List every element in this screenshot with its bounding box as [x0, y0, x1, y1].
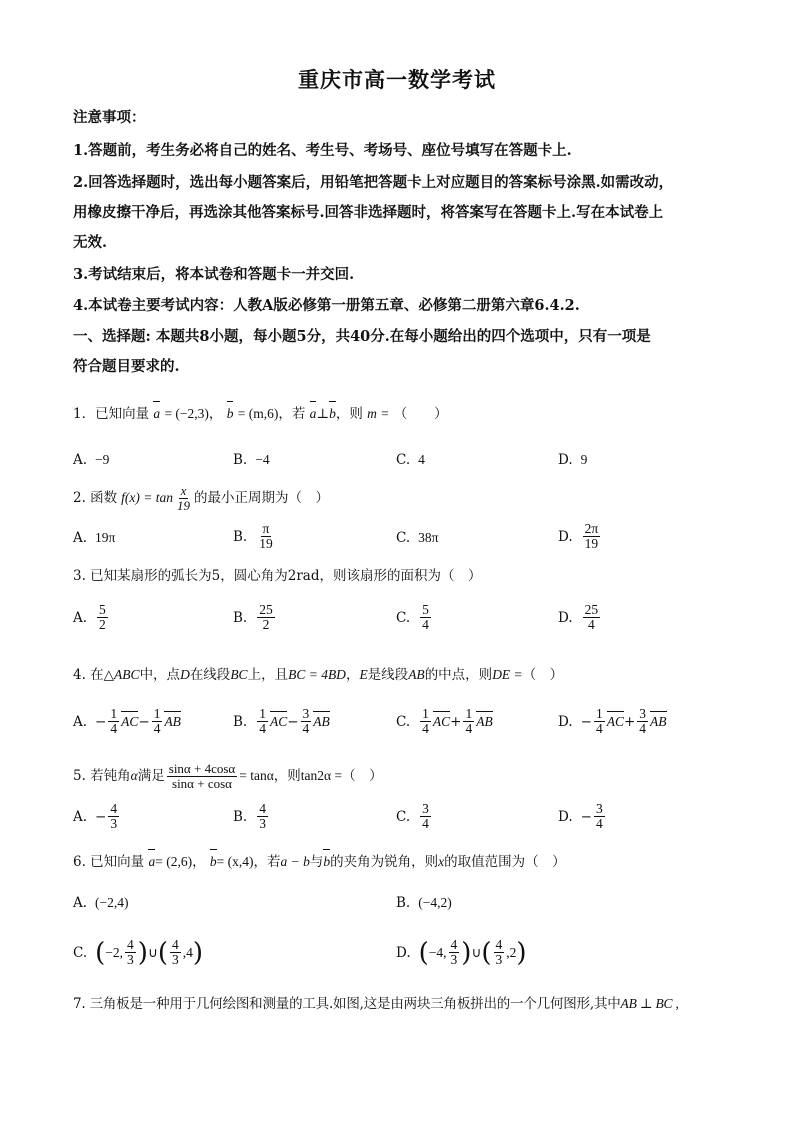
vector-ac: AC — [269, 713, 288, 729]
q3-option-d[interactable] — [558, 603, 602, 632]
frac-den: 4 — [110, 721, 118, 737]
notice-heading: 注意事项： — [73, 109, 146, 126]
q3-option-b[interactable] — [233, 603, 277, 632]
frac-den: 2 — [99, 617, 106, 633]
q2-tail: 的最小正周期为（ ） — [194, 490, 330, 507]
notice-item-2: 2.回答选择题时，选出每小题答案后，用铅笔把答题卡上对应题目的答案标号涂黑.如需改动， — [73, 174, 674, 191]
q1-option-d[interactable] — [558, 452, 587, 468]
option-label: D. — [558, 609, 573, 626]
q2-fraction — [175, 484, 192, 512]
coef-1 — [108, 707, 119, 736]
q1-option-c[interactable] — [396, 452, 425, 468]
option-text: 9 — [580, 452, 588, 467]
q6-x: x — [438, 854, 445, 869]
question-1-stem: 1．已知向量 a = (−2,3)， b = (m,6)，若 a⊥b，则 m = （ ） — [73, 406, 448, 422]
option-label: C. — [396, 808, 411, 825]
vector-a: a — [153, 404, 160, 424]
coef-2 — [637, 707, 648, 736]
q2-option-c[interactable] — [396, 530, 438, 546]
q4-option-c[interactable] — [396, 707, 493, 736]
union-symbol: ∪ — [147, 944, 158, 960]
q4-text-6: 是线段 — [367, 667, 409, 683]
question-6-stem: 6. 已知向量 a= (2,6)， b= (x,4)，若a − b与b的夹角为锐角，则x的取值范围为（ ） — [73, 854, 566, 870]
frac-num: 3 — [639, 706, 647, 721]
option-label: B. — [233, 808, 248, 825]
option-fraction — [108, 802, 119, 831]
sign: − — [95, 713, 107, 730]
frac-num: 4 — [450, 937, 458, 952]
section-heading-cont: 符合题目要求的. — [73, 358, 180, 375]
q4-text-7: 的中点，则 — [424, 667, 493, 683]
q4-vector-eq: BC = 4BD — [288, 667, 346, 682]
option-fraction — [420, 802, 431, 831]
option-label: D. — [558, 528, 573, 545]
interval-fraction — [170, 938, 181, 967]
q1-option-a[interactable] — [73, 452, 109, 468]
answer-blank: （ ） — [342, 768, 383, 785]
frac-den: 3 — [495, 952, 503, 968]
coef-2 — [152, 707, 163, 736]
frac-num: 25 — [584, 602, 599, 617]
option-label: B. — [233, 452, 248, 468]
frac-num: 4 — [127, 937, 134, 952]
coef-1 — [594, 707, 605, 736]
interval-left: −4, — [428, 944, 447, 960]
q5-eq: = tanα — [239, 768, 274, 784]
frac-den: 3 — [172, 952, 179, 968]
q5-fraction — [167, 762, 237, 790]
frac-num: 1 — [422, 706, 429, 721]
option-label: D. — [396, 944, 411, 961]
section-heading: 一、选择题: 本题共8小题，每小题5分，共40分.在每小题给出的四个选项中，只有一项是 — [73, 328, 651, 345]
option-label: A. — [73, 895, 88, 911]
vector-ac: AC — [606, 713, 624, 729]
interval-right: ,2 — [506, 944, 517, 960]
q1-m: m = — [367, 406, 390, 421]
q2-option-d[interactable] — [558, 522, 602, 551]
q6-option-b[interactable] — [396, 895, 452, 911]
option-fraction — [420, 603, 431, 632]
q1-mid: ，若 — [278, 406, 306, 422]
q5-option-b[interactable] — [233, 802, 270, 831]
sign: − — [580, 808, 592, 825]
frac-num: π — [262, 521, 270, 536]
frac-num: 25 — [259, 602, 273, 617]
frac-den: 4 — [639, 721, 647, 737]
option-fraction — [583, 522, 601, 551]
option-fraction — [257, 522, 275, 551]
q2-option-a[interactable] — [73, 530, 115, 546]
q6-option-d[interactable] — [396, 938, 527, 967]
q6-option-c[interactable] — [73, 938, 203, 967]
frac-num: 4 — [495, 937, 503, 952]
option-label: A. — [73, 808, 88, 825]
option-label: C. — [396, 609, 411, 626]
option-label: B. — [233, 713, 248, 730]
q5-option-c[interactable] — [396, 802, 433, 831]
sign: + — [450, 713, 462, 730]
frac-num: 1 — [465, 706, 473, 721]
sign: − — [95, 808, 107, 825]
option-fraction — [97, 603, 108, 632]
notice-item-3: 3.考试结束后，将本试卷和答题卡一并交回. — [73, 266, 355, 283]
frac-den: 4 — [422, 816, 429, 832]
paren-close: ) — [461, 937, 472, 968]
q5-option-d[interactable] — [558, 802, 607, 831]
option-label: A. — [73, 452, 88, 468]
answer-blank: （ ） — [393, 406, 448, 422]
question-4-stem — [73, 665, 733, 685]
q6-a-value: = (2,6) — [155, 854, 193, 869]
frac-num: 1 — [259, 706, 266, 721]
q4-point-d: D — [180, 667, 190, 682]
interval-left: −2, — [105, 944, 124, 960]
q5-text: 5. 若钝角 — [73, 768, 131, 785]
interval-fraction — [494, 938, 505, 967]
question-2-stem — [73, 484, 733, 512]
q5-text-2: 满足 — [137, 768, 165, 785]
coef-1 — [420, 707, 431, 736]
option-label: D. — [558, 452, 573, 468]
option-fraction — [583, 603, 601, 632]
paren-close: ) — [137, 937, 148, 968]
frac-num: 3 — [595, 801, 603, 816]
frac-den: 4 — [588, 617, 595, 633]
frac-den: 3 — [450, 952, 458, 968]
option-label: B. — [396, 895, 411, 911]
frac-den: 4 — [465, 721, 473, 737]
q5-alpha: α — [130, 768, 138, 784]
option-label: A. — [73, 609, 88, 626]
frac-den: 3 — [127, 952, 134, 968]
notice-item-2-cont: 用橡皮擦干净后，再选涂其他答案标号.回答非选择题时，将答案写在答题卡上.写在本试卷上 — [73, 204, 664, 221]
q2-text: 2. 函数 — [73, 490, 118, 507]
frac-den: 19 — [584, 536, 599, 552]
option-text: 38π — [418, 530, 439, 545]
frac-num: 3 — [302, 706, 310, 721]
frac-den: 4 — [595, 816, 603, 832]
interval-right: ,4 — [182, 944, 193, 960]
frac-num: 4 — [172, 937, 179, 952]
question-3-stem: 3. 已知某扇形的弧长为5，圆心角为2rad，则该扇形的面积为（ ） — [73, 568, 482, 584]
option-text: (−4,2) — [418, 895, 452, 910]
q4-text-3: 在线段 — [189, 667, 231, 683]
q6-option-a[interactable] — [73, 895, 129, 911]
option-label: B. — [233, 528, 248, 545]
frac-den: 19 — [177, 497, 191, 513]
vector-b: b — [210, 852, 217, 872]
frac-num: 1 — [153, 706, 161, 721]
union-symbol: ∪ — [471, 944, 482, 960]
q4-text-2: 中，点 — [139, 667, 181, 683]
q7-condition: AB ⊥ BC , — [620, 996, 679, 1011]
q4-text-4: 上，且 — [247, 667, 289, 683]
option-label: B. — [233, 609, 248, 626]
option-label: C. — [396, 452, 411, 468]
q4-vector-de: DE = — [492, 667, 523, 682]
coef-1 — [257, 707, 268, 736]
frac-den: 4 — [259, 721, 266, 737]
frac-num: sinα + 4cosα — [168, 761, 236, 776]
option-label: C. — [396, 530, 411, 546]
frac-den: 4 — [422, 617, 429, 633]
coef-2 — [301, 707, 312, 736]
sign: − — [138, 713, 150, 730]
q5-text-3: ，则 — [273, 768, 301, 785]
q4-point-e: E — [359, 667, 368, 682]
vector-a: a — [148, 852, 155, 872]
vector-ac: AC — [121, 713, 139, 729]
frac-den: 3 — [110, 816, 118, 832]
frac-num: 4 — [110, 801, 118, 816]
sign: − — [287, 713, 299, 730]
q5-tan2a: tan2α = — [300, 768, 343, 784]
q4-option-a[interactable] — [73, 707, 181, 736]
option-text: −9 — [95, 452, 110, 467]
q2-function: f(x) = tan — [121, 490, 174, 506]
q1-a-value: = (−2,3) — [164, 406, 209, 421]
q6-a-minus-b: a − b — [280, 854, 310, 869]
frac-num: 5 — [422, 602, 429, 617]
paren-open: ( — [418, 937, 429, 968]
option-label: A. — [73, 713, 88, 730]
option-label: D. — [558, 713, 573, 730]
q4-option-b[interactable] — [233, 707, 330, 736]
paren-open: ( — [481, 937, 492, 968]
notice-item-4: 4.本试卷主要考试内容：人教A版必修第一册第五章、必修第二册第六章6.4.2. — [73, 297, 580, 314]
option-fraction — [257, 802, 268, 831]
frac-num: x — [180, 483, 187, 498]
paren-open: ( — [95, 937, 106, 968]
frac-den: 3 — [259, 816, 266, 832]
q1-text: 1．已知向量 — [73, 406, 150, 422]
frac-num: 4 — [259, 801, 266, 816]
answer-blank: （ ） — [522, 667, 564, 683]
frac-den: sinα + cosα — [172, 775, 232, 791]
sign: − — [580, 713, 592, 730]
vector-ab: AB — [476, 713, 493, 729]
q6-text-3: 与 — [309, 854, 324, 870]
frac-num: 3 — [422, 801, 429, 816]
vector-a-2: a — [310, 404, 317, 424]
frac-den: 4 — [595, 721, 603, 737]
vector-ab: AB — [164, 713, 181, 729]
q4-text: 4. 在 — [73, 667, 104, 683]
q4-triangle: △ABC — [103, 667, 140, 682]
q5-option-a[interactable] — [73, 802, 121, 831]
q6-text-2: ，若 — [253, 854, 281, 870]
option-text: 19π — [95, 530, 116, 545]
option-label: C. — [73, 944, 88, 961]
frac-num: 5 — [99, 602, 106, 617]
paren-close: ) — [192, 937, 204, 968]
paren-close: ) — [516, 937, 527, 968]
frac-num: 1 — [110, 706, 118, 721]
interval-fraction — [125, 938, 136, 967]
vector-ab: AB — [650, 713, 667, 729]
coef-2 — [463, 707, 474, 736]
option-fraction — [257, 603, 275, 632]
q1-option-b[interactable] — [233, 452, 270, 468]
vector-b-2: b — [329, 404, 336, 424]
frac-num: 2π — [584, 521, 599, 536]
option-text: 4 — [418, 452, 425, 467]
q7-text: 7. 三角板是一种用于几何绘图和测量的工具.如图,这是由两块三角板拼出的一个几何图形,其中 — [73, 996, 621, 1012]
notice-item-1: 1.答题前，考生务必将自己的姓名、考生号、考场号、座位号填写在答题卡上. — [73, 142, 572, 159]
q1-tail: ，则 — [335, 406, 363, 422]
q6-text: 6. 已知向量 — [73, 854, 145, 870]
q6-b-value: = (x,4) — [216, 854, 254, 869]
q6-text-5: 的取值范围为（ ） — [444, 854, 566, 870]
question-5-stem — [73, 762, 733, 790]
vector-ab: AB — [313, 713, 330, 729]
question-7-stem — [73, 994, 733, 1014]
exam-title: 重庆市高一数学考试 — [298, 67, 496, 92]
option-text: (−2,4) — [95, 895, 129, 910]
option-label: C. — [396, 713, 411, 730]
perp-symbol: ⊥ — [316, 406, 330, 422]
q3-option-c[interactable] — [396, 603, 433, 632]
vector-b-2: b — [323, 852, 330, 872]
option-fraction — [594, 802, 605, 831]
frac-num: 1 — [595, 706, 603, 721]
frac-den: 19 — [259, 536, 273, 552]
q1-b-value: = (m,6) — [237, 406, 279, 421]
sign: + — [623, 713, 636, 730]
frac-den: 4 — [422, 721, 429, 737]
interval-fraction — [449, 938, 460, 967]
q2-option-b[interactable] — [233, 522, 277, 551]
q4-option-d[interactable] — [558, 707, 667, 736]
q3-option-a[interactable] — [73, 603, 110, 632]
vector-b: b — [227, 404, 234, 424]
q6-text-4: 的夹角为锐角，则 — [330, 854, 439, 870]
frac-den: 4 — [153, 721, 161, 737]
q4-segment-bc: BC — [230, 667, 248, 682]
option-label: D. — [558, 808, 573, 825]
q4-text-5: ， — [345, 667, 360, 683]
frac-den: 4 — [302, 721, 310, 737]
vector-ac: AC — [432, 713, 451, 729]
option-label: A. — [73, 530, 88, 546]
option-text: −4 — [255, 452, 270, 467]
frac-den: 2 — [262, 617, 270, 633]
paren-open: ( — [157, 937, 168, 968]
notice-item-2-end: 无效. — [73, 234, 108, 251]
q4-segment-ab: AB — [408, 667, 425, 682]
